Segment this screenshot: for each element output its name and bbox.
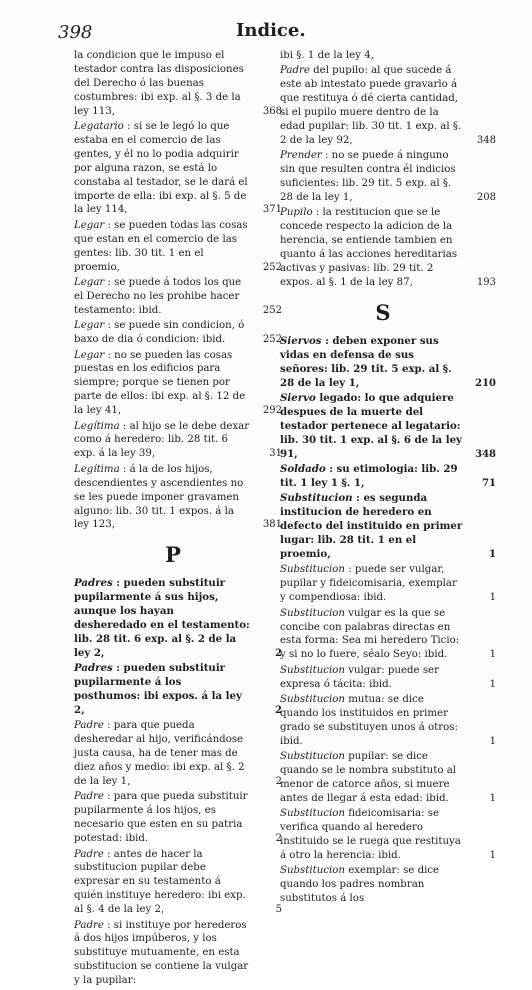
entry-headword: Pupilo xyxy=(280,207,313,219)
entry-headword: Padre xyxy=(74,791,104,803)
entry-text: : no se puede á ninguno sin que resulten contra él indicios suficientes: lib. 29 tit. 5 exp. al §. 28 de la ley 1, xyxy=(280,150,456,204)
page-number: 398 xyxy=(58,22,93,43)
entry-headword: Prender xyxy=(280,150,322,162)
index-entry xyxy=(280,206,496,289)
index-entry xyxy=(74,219,282,275)
left-column xyxy=(74,49,282,990)
index-entry xyxy=(74,848,282,918)
index-entry xyxy=(74,49,282,119)
index-entry xyxy=(280,492,496,562)
section-letter-p: P xyxy=(165,542,181,568)
entry-text: la condicion que le impuso el testador contra las disposiciones del Derecho ó las buenas costumbres: ibi exp. al §. 3 de la ley 113, xyxy=(74,50,244,117)
index-entry xyxy=(280,64,496,147)
entry-headword: Padre xyxy=(74,848,104,860)
entry-page-number: 252 xyxy=(262,304,282,316)
entry-page-number: 1 xyxy=(489,735,496,747)
entry-headword: Substitucion xyxy=(280,808,345,820)
entry-page-number: 1 xyxy=(489,592,496,604)
index-entry xyxy=(74,790,282,846)
entry-headword: Siervos xyxy=(280,334,322,347)
entry-text: ibi §. 1 de la ley 4, xyxy=(280,50,374,61)
entry-page-number: 252 xyxy=(262,261,282,273)
entry-page-number: 1 xyxy=(489,649,496,661)
entry-headword: Legítima xyxy=(74,463,120,475)
entry-headword: Substitucion xyxy=(280,865,345,877)
left-entries-after xyxy=(74,577,282,988)
entry-headword: Padre xyxy=(74,720,104,732)
index-entry xyxy=(74,319,282,347)
left-entries-before xyxy=(74,49,282,532)
entry-headword: Legar xyxy=(74,349,105,361)
index-entry xyxy=(280,463,496,491)
entry-headword: Substitucion xyxy=(280,492,353,505)
running-title: Indice. xyxy=(236,20,306,41)
right-entries-before xyxy=(280,49,496,290)
entry-text: legado: lo que adquiere despues de la muerte del testador pertenece al legatario: lib. 30 tit. 1 exp. al §. 6 de la ley 91, xyxy=(280,392,462,460)
entry-page-number: 292 xyxy=(262,405,282,417)
index-entry xyxy=(280,607,496,663)
entry-headword: Padre xyxy=(280,65,310,77)
entry-text: : la restitucion que se le concede respecto la adicion de la herencia, se entiende tambien en quanto á las acciones hereditarias activas y pasivas: lib. 29 tit. 2 expos. al §. 1 de la ley 87, xyxy=(280,207,458,288)
entry-text: : pueden substituir pupilarmente á sus hijos, aunque los hayan desheredado en el testamento: lib. 28 tit. 6 exp. al §. 2 de la ley 2, xyxy=(74,577,250,659)
index-entry xyxy=(280,807,496,863)
entry-text: : deben exponer sus vidas en defensa de sus señores: lib. 29 tit. 5 exp. al §. 28 de la ley 1, xyxy=(280,334,452,389)
entry-text: exemplar: se dice quando los padres nombran substitutos á los xyxy=(280,865,440,905)
entry-headword: Siervo xyxy=(280,392,316,405)
entry-page-number: 2 xyxy=(275,833,282,845)
entry-page-number: 348 xyxy=(476,134,496,146)
entry-page-number: 368 xyxy=(262,105,282,117)
entry-text: : su etimologia: lib. 29 tit. 1 ley 1 §. 1, xyxy=(280,463,458,489)
entry-page-number: 71 xyxy=(482,477,496,489)
index-entry xyxy=(74,719,282,789)
index-entry xyxy=(280,49,486,63)
entry-headword: Substitucion xyxy=(280,694,345,706)
index-entry xyxy=(74,662,282,718)
entry-text: : para que pueda desheredar al hijo, verificándose justa causa, ha de tener mas de diez años y medio: ibi exp. al §. 2 de la ley 1, xyxy=(74,720,245,787)
entry-text: pupilar: se dice quando se le nombra substituto al menor de catorce años, si muere antes de llegar á esta edad: ibid. xyxy=(280,751,457,804)
entry-headword: Padres xyxy=(74,577,113,590)
entry-page-number: 31 xyxy=(269,448,282,460)
entry-text: mutua: se dice quando los instituidos en primer grado se substituyen unos á otros: ibid. xyxy=(280,694,458,747)
index-entry xyxy=(280,149,496,205)
entry-text: vulgar: puede ser expresa ó tácita: ibid. xyxy=(280,664,439,690)
entry-headword: Substitucion xyxy=(280,751,345,763)
right-entries-after xyxy=(280,334,496,906)
entry-text: : antes de hacer la substitucion pupilar debe expresar en su testamento á quién instituye heredero: ibi exp. al §. 4 de la ley 2, xyxy=(74,848,246,916)
entry-page-number: 2 xyxy=(275,704,282,716)
index-entry xyxy=(74,276,282,318)
entry-page-number: 1 xyxy=(489,792,496,804)
entry-text: : si se le legó lo que estaba en el comercio de las gentes, y él no lo podia adquirir por alguna razon, se está lo constaba al testador, se le dará el importe de ella: ibi exp. al §. 5 de la ley 114, xyxy=(74,121,248,216)
index-entry xyxy=(74,420,282,462)
entry-text: : si instituye por herederos á dos hijos impúberos, y los substituye mutuamente, en esta substitucion se contiene la vulgar y la pupilar: xyxy=(74,919,249,987)
index-entry xyxy=(280,664,496,692)
entry-page-number: 348 xyxy=(475,448,496,460)
entry-text: : se puede á todos los que el Derecho no les prohibe hacer testamento: ibid. xyxy=(74,277,242,316)
entry-headword: Legar xyxy=(74,219,105,231)
entry-text: : se puede sin condicion, ó baxo de dia ó condicion: ibid. xyxy=(74,320,245,346)
entry-page-number: 381 xyxy=(262,519,282,531)
entry-page-number: 193 xyxy=(476,277,496,288)
right-column xyxy=(280,49,496,908)
entry-text: : es segunda institucion de heredero en defecto del instituido en primer lugar: lib. 28 tit. 1 en el proemio, xyxy=(280,492,463,560)
index-entry xyxy=(74,349,282,419)
entry-text: : pueden substituir pupilarmente á los posthumos: ibi expos. á la ley 2, xyxy=(74,662,242,716)
entry-headword: Legítima xyxy=(74,420,120,432)
index-entry xyxy=(280,563,496,605)
entry-page-number: 1 xyxy=(489,549,496,560)
entry-text: fideicomisaria: se verifica quando al heredero instituido se le ruega que restituya á otro la herencia: ibid. xyxy=(280,808,461,862)
entry-headword: Legar xyxy=(74,277,105,288)
section-letter-s: S xyxy=(375,299,391,325)
entry-text: : al hijo se le debe dexar como á heredero: lib. 28 tit. 6 exp. á la ley 39, xyxy=(74,420,250,460)
entry-text: : se pueden todas las cosas que estan en el comercio de las gentes: lib. 30 tit. 1 en el proemio, xyxy=(74,219,248,273)
entry-text: : para que pueda substituir pupilarmente á los hijos, es necesario que esten en su patria potestad: ibid. xyxy=(74,791,248,845)
entry-page-number: 1 xyxy=(489,850,496,862)
entry-headword: Substitucion xyxy=(280,664,345,676)
index-entry xyxy=(280,392,496,462)
entry-headword: Soldado xyxy=(280,463,326,476)
entry-text: : no se pueden las cosas puestas en los edificios para siempre; porque se tienen por parte de ellos: ibi exp. al §. 12 de la ley 41, xyxy=(74,349,246,417)
entry-headword: Padres xyxy=(74,662,113,675)
entry-page-number: 2 xyxy=(275,776,282,787)
entry-headword: Padre xyxy=(74,919,104,931)
index-entry xyxy=(280,334,496,391)
entry-headword: Substitucion xyxy=(280,564,345,576)
index-entry xyxy=(280,750,496,806)
index-entry xyxy=(280,864,486,906)
entry-text: vulgar es la que se concibe con palabras directas en esta forma: Sea mi heredero Ticio: y si no lo fuere, séalo Seyo: ibid. xyxy=(280,607,460,661)
entry-page-number: 1 xyxy=(489,678,496,690)
entry-page-number: 371 xyxy=(262,204,282,216)
entry-headword: Legatario xyxy=(74,121,124,133)
entry-page-number: 252 xyxy=(262,334,282,346)
index-entry xyxy=(280,693,496,749)
entry-headword: Substitucion xyxy=(280,607,345,619)
entry-text: del pupilo: al que sucede á este ab intestato puede gravarlo á que restituya ó dé cierta cantidad, si el pupilo muere dentro de la edad pupilar: lib. 30 tit. 1 exp. al §. 2 de la ley 92, xyxy=(280,65,462,146)
entry-page-number: 5 xyxy=(275,904,282,916)
entry-page-number: 210 xyxy=(475,377,496,389)
index-entry xyxy=(74,919,272,989)
index-entry xyxy=(74,120,282,217)
entry-page-number: 208 xyxy=(476,192,496,204)
index-entry xyxy=(74,577,282,660)
entry-page-number: 2 xyxy=(275,647,282,659)
entry-text: : á la de los hijos, descendientes y ascendientes no se les puede imponer gravamen alguno: lib. 30 tit. 1 expos. á la ley 123, xyxy=(74,463,244,531)
entry-text: : puede ser vulgar, pupilar y fideicomisaria, exemplar y compendiosa: ibid. xyxy=(280,564,457,604)
index-entry xyxy=(74,463,282,533)
entry-headword: Legar xyxy=(74,320,105,332)
